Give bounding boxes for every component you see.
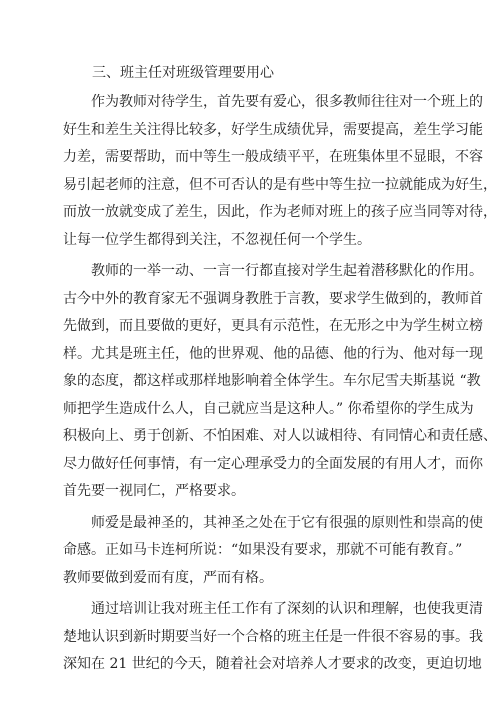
paragraph-training-reflection xyxy=(63,596,483,679)
text-line: 样。尤其是班主任，他的世界观、他的品德、他的行为、他对每一现 xyxy=(63,345,483,362)
text-line: 教师要做到爱而有度，严而有格。 xyxy=(63,569,273,586)
text-line: 积极向上、勇于创新、不怕困难、对人以诚相待、有同情心和责任感、 xyxy=(63,428,497,444)
text-line: 深知在 21 世纪的今天，随着社会对培养人才要求的改变，更迫切地 xyxy=(63,656,482,672)
text-line: 好生和差生关注得比较多，好学生成绩优异，需要提高，差生学习能 xyxy=(63,121,483,138)
paragraph-teacher-love xyxy=(63,510,483,593)
paragraph-teacher-as-example xyxy=(63,258,497,506)
text-line: 师把学生造成什么人，自己就应当是这种人。” 你希望你的学生成为 xyxy=(63,400,474,417)
text-line: 先做到，而且要做的更好，更具有示范性，在无形之中为学生树立榜 xyxy=(63,318,483,334)
text-line: 首先要一视同仁，严格要求。 xyxy=(63,483,245,499)
text-line: 尽力做好任何事情，有一定心理承受力的全面发展的有用人才，而你 xyxy=(63,455,483,472)
text-line: 教师的一举一动、一言一行都直接对学生起着潜移默化的作用。 xyxy=(91,263,483,279)
text-line: 让每一位学生都得到关注，不忽视任何一个学生。 xyxy=(63,231,371,248)
text-line: 作为教师对待学生，首先要有爱心，很多教师往往对一个班上的 xyxy=(91,94,483,110)
text-line: 命感。正如马卡连柯所说：“如果没有要求，那就不可能有教育。” xyxy=(63,542,463,558)
text-line: 象的态度，都这样或那样地影响着全体学生。车尔尼雪夫斯基说 “教 xyxy=(63,373,481,389)
text-line: 而放一放就变成了差生，因此，作为老师对班上的孩子应当同等对待， xyxy=(63,204,497,220)
text-line: 易引起老师的注意，但不可否认的是有些中等生拉一拉就能成为好生， xyxy=(63,176,497,193)
document-body xyxy=(63,58,497,679)
text-line: 通过培训让我对班主任工作有了深刻的认识和理解，也使我更清 xyxy=(91,601,483,617)
paragraph-caring-for-students xyxy=(63,89,497,254)
text-line: 古今中外的教育家无不强调身教胜于言教，要求学生做到的，教师首 xyxy=(63,290,483,307)
section-heading: 三、班主任对班级管理要用心 xyxy=(92,65,274,81)
text-line: 师爱是最神圣的，其神圣之处在于它有很强的原则性和崇高的使 xyxy=(91,514,483,531)
text-line: 力差，需要帮助，而中等生一般成绩平平，在班集体里不显眼，不容 xyxy=(63,149,483,165)
text-line: 楚地认识到新时期要当好一个合格的班主任是一件很不容易的事。我 xyxy=(63,628,483,645)
